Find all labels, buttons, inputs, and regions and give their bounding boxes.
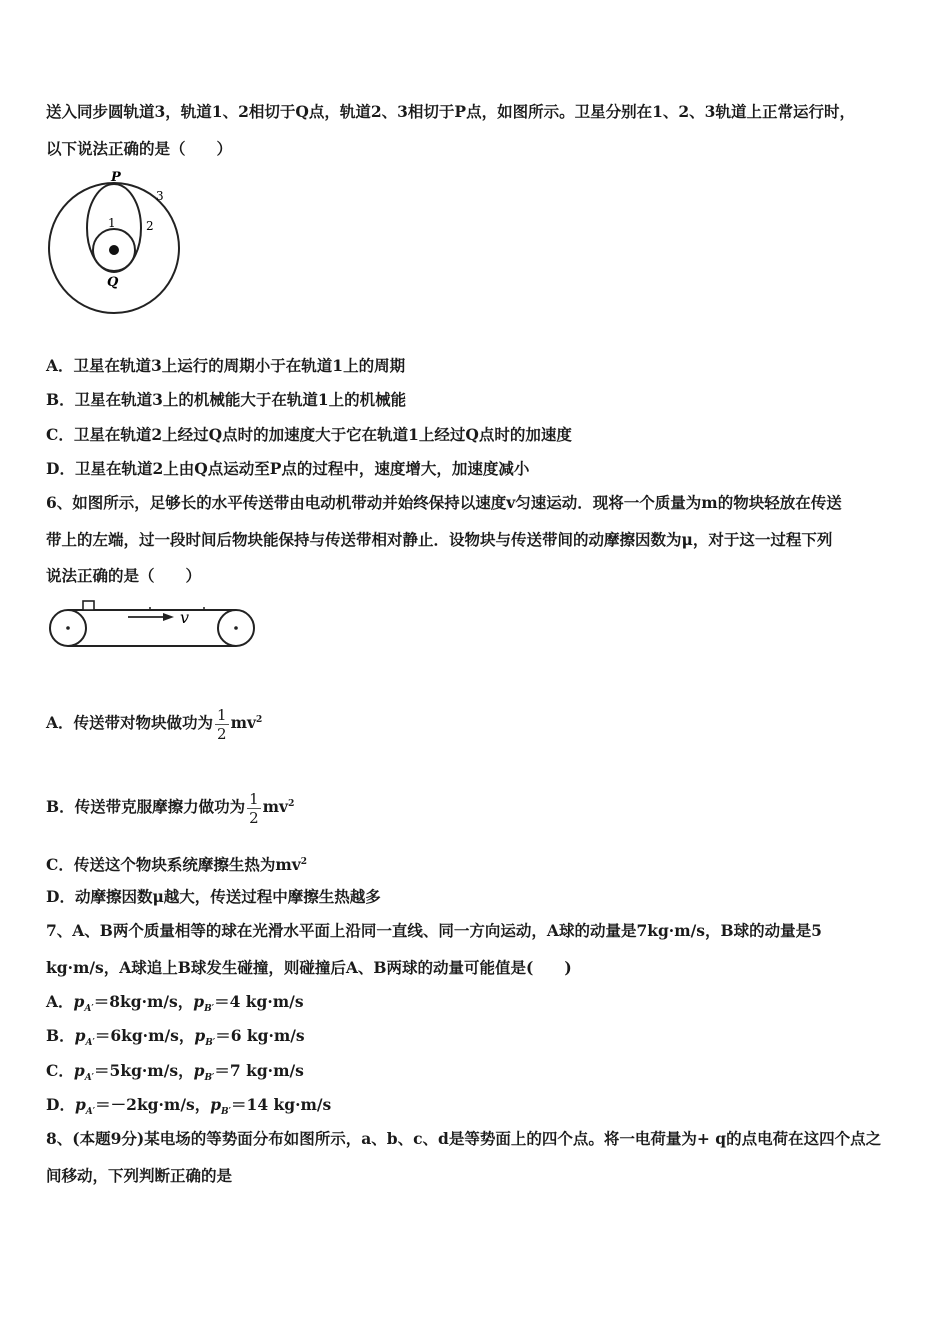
pa-value: ＝－2kg·m/s， [95, 1095, 211, 1114]
q6-option-a-prefix: A．传送带对物块做功为 [46, 713, 214, 733]
earth [109, 245, 119, 255]
frac-num: 1 [217, 705, 227, 724]
option-letter: D． [46, 1095, 75, 1114]
q6-option-b-prefix: B．传送带克服摩擦力做功为 [46, 797, 246, 817]
frac-den: 2 [217, 724, 227, 743]
pb-value: ＝7 kg·m/s [214, 1061, 304, 1080]
fraction-half [215, 706, 229, 743]
pa-value: ＝8kg·m/s， [93, 992, 194, 1011]
q5-stem-line1: 送入同步圆轨道3，轨道1、2相切于Q点，轨道2、3相切于P点，如图所示。卫星分别在1、2、3轨道上正常运行时， [46, 102, 855, 121]
label-3: 3 [156, 189, 164, 203]
label-q: Q [107, 275, 119, 290]
mv-text: mv [262, 797, 289, 817]
pa-value: ＝5kg·m/s， [94, 1061, 194, 1080]
q5-option-d: D．卫星在轨道2上由Q点运动至P点的过程中，速度增大，加速度减小 [46, 459, 530, 478]
pa-value: ＝6kg·m/s， [94, 1026, 195, 1045]
mv-text: mv [230, 713, 256, 733]
q6-stem-line2: 带上的左端，过一段时间后物块能保持与传送带相对静止．设物块与传送带间的动摩擦因数为μ，对于这一过程下列 [46, 530, 833, 549]
q6-option-c-text: C．传送这个物块系统摩擦生热为mv [46, 855, 301, 875]
pb-value: ＝6 kg·m/s [215, 1026, 305, 1045]
q7-option-d: D．$p_{A'}=-2kg\cdot m/s$，$p_{B'}=14$ kg·m/s [46, 1095, 332, 1118]
option-letter: A． [46, 992, 74, 1011]
block [83, 601, 94, 610]
pb-value: ＝14 kg·m/s [231, 1095, 332, 1114]
q7-option-b: B．$p_{A'}=6kg\cdot m/s$，$p_{B'}=6$ kg·m/s [46, 1026, 305, 1049]
square-sup: 2 [256, 715, 263, 725]
option-letter: B． [46, 1026, 75, 1045]
q5-option-c: C．卫星在轨道2上经过Q点时的加速度大于它在轨道1上经过Q点时的加速度 [46, 425, 572, 444]
q7-stem-line2: kg·m/s，A球追上B球发生碰撞，则碰撞后A、B两球的动量可能值是( ) [46, 958, 572, 977]
q6-stem-line1: 6、如图所示，足够长的水平传送带由电动机带动并始终保持以速度v匀速运动．现将一个质量为m的物块轻放在传送 [46, 493, 842, 512]
q5-stem-line2: 以下说法正确的是（ ） [46, 139, 233, 158]
label-v: v [180, 608, 190, 627]
q6-option-a [46, 701, 262, 743]
option-letter: C． [46, 1061, 74, 1080]
q7-stem-line1: 7、A、B两个质量相等的球在光滑水平面上沿同一直线、同一方向运动，A球的动量是7kg·m/s，B球的动量是5 [46, 921, 822, 940]
label-2: 2 [146, 219, 154, 233]
q5-option-a: A．卫星在轨道3上运行的周期小于在轨道1上的周期 [46, 356, 406, 375]
label-1: 1 [108, 216, 116, 230]
q6-option-c [46, 852, 307, 875]
q6-option-d: D．动摩擦因数μ越大，传送过程中摩擦生热越多 [46, 887, 381, 906]
orbit-diagram [44, 166, 184, 318]
label-p: P [111, 170, 121, 185]
q7-option-c: C．$p_{A'}=5kg\cdot m/s$，$p_{B'}=7$ kg·m/s [46, 1061, 304, 1084]
q8-stem-line2: 间移动，下列判断正确的是 [46, 1166, 233, 1185]
q7-option-a: A．$p_{A'}=8kg\cdot m/s$，$p_{B'}=4$ kg·m/s [46, 992, 304, 1015]
pb-value: ＝4 kg·m/s [214, 992, 304, 1011]
q6-option-b [46, 785, 294, 827]
q6-stem-line3: 说法正确的是（ ） [46, 566, 202, 585]
q5-option-b: B．卫星在轨道3上的机械能大于在轨道1上的机械能 [46, 390, 407, 409]
square-sup: 2 [300, 857, 308, 867]
conveyor-diagram [44, 596, 260, 648]
frac-num: 1 [249, 789, 259, 808]
fraction-half [247, 790, 261, 827]
square-sup: 2 [288, 799, 295, 809]
frac-den: 2 [249, 808, 259, 827]
q8-stem-line1: 8、(本题9分)某电场的等势面分布如图所示，a、b、c、d是等势面上的四个点。将一电荷量为+ q的点电荷在这四个点之 [46, 1129, 882, 1148]
